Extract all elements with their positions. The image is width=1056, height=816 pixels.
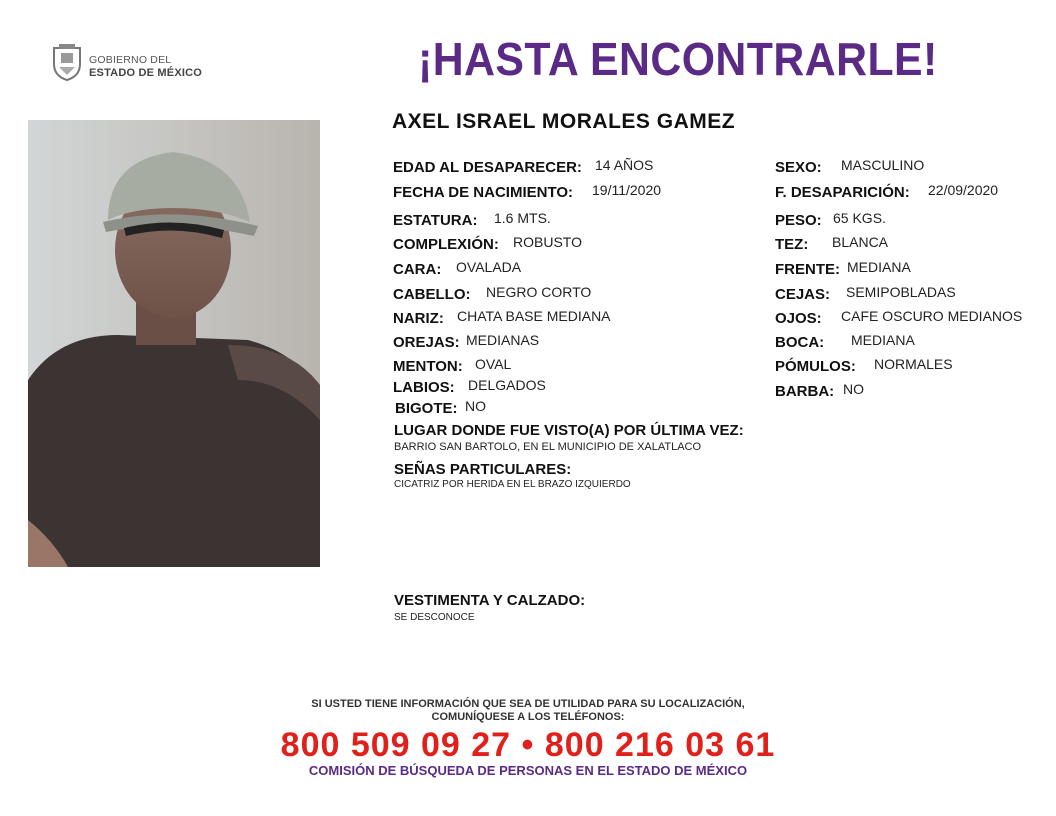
field-label: FECHA DE NACIMIENTO: [393, 184, 573, 201]
field-age [393, 157, 654, 176]
field-label: TEZ: [775, 236, 809, 253]
field-eyes [775, 308, 1023, 327]
field-value: 1.6 MTS. [494, 210, 551, 226]
field-value: CAFE OSCURO MEDIANOS [841, 308, 1023, 324]
field-birth-date [393, 182, 662, 201]
field-value: NO [843, 381, 864, 397]
field-value: MEDIANA [851, 332, 915, 348]
field-label: F. DESAPARICIÓN: [775, 184, 910, 201]
field-nose [393, 308, 611, 327]
field-value: CHATA BASE MEDIANA [457, 308, 611, 324]
field-value: NO [465, 398, 486, 414]
government-name-line2: ESTADO DE MÉXICO [89, 67, 203, 79]
footer-info-line1: SI USTED TIENE INFORMACIÓN QUE SEA DE UTILIDAD PARA SU LOCALIZACIÓN, [311, 698, 745, 710]
field-weight [775, 210, 886, 229]
field-mouth [775, 332, 915, 351]
last-seen-title: LUGAR DONDE FUE VISTO(A) POR ÚLTIMA VEZ: [394, 422, 744, 439]
field-lips [393, 377, 546, 396]
field-complexion [775, 234, 889, 253]
field-label: PÓMULOS: [775, 358, 856, 375]
marks-title: SEÑAS PARTICULARES: [394, 461, 572, 478]
field-value: 14 AÑOS [595, 157, 654, 173]
field-beard [775, 381, 864, 400]
clothing-text: SE DESCONOCE [394, 612, 475, 623]
government-name-line1: GOBIERNO DEL [89, 54, 172, 66]
headline: ¡HASTA ENCONTRARLE! [418, 33, 938, 85]
estado-de-mexico-crest-icon [50, 42, 84, 82]
field-value: MEDIANAS [466, 332, 540, 348]
field-face [393, 259, 522, 278]
field-value: BLANCA [832, 234, 889, 250]
field-value: SEMIPOBLADAS [846, 284, 956, 300]
field-label: CARA: [393, 261, 442, 278]
person-name: AXEL ISRAEL MORALES GAMEZ [392, 110, 736, 133]
field-label: COMPLEXIÓN: [393, 236, 499, 253]
footer-info-line2: COMUNÍQUESE A LOS TELÉFONOS: [431, 711, 625, 723]
field-eyebrows [775, 284, 956, 303]
field-mustache [395, 398, 486, 417]
marks-text: CICATRIZ POR HERIDA EN EL BRAZO IZQUIERDO [394, 479, 631, 490]
last-seen-text: BARRIO SAN BARTOLO, EN EL MUNICIPIO DE XALATLACO [394, 441, 702, 453]
field-label: NARIZ: [393, 310, 444, 327]
field-label: LABIOS: [393, 379, 455, 396]
field-hair [393, 284, 592, 303]
field-label: BIGOTE: [395, 400, 458, 417]
field-label: PESO: [775, 212, 822, 229]
field-height [393, 210, 551, 229]
field-sex [775, 157, 925, 176]
field-disappearance-date [775, 182, 999, 201]
field-value: DELGADOS [468, 377, 546, 393]
government-logo [50, 42, 210, 84]
field-label: ESTATURA: [393, 212, 478, 229]
commission-name: COMISIÓN DE BÚSQUEDA DE PERSONAS EN EL ESTADO DE MÉXICO [308, 763, 748, 778]
field-value: 22/09/2020 [928, 182, 999, 198]
field-label: SEXO: [775, 159, 822, 176]
field-ears [393, 332, 540, 351]
clothing-title: VESTIMENTA Y CALZADO: [394, 592, 586, 609]
field-value: MEDIANA [847, 259, 911, 275]
field-value: NEGRO CORTO [486, 284, 592, 300]
field-label: OREJAS: [393, 334, 460, 351]
field-cheekbones [775, 356, 953, 375]
field-value: OVALADA [456, 259, 522, 275]
field-value: MASCULINO [841, 157, 925, 173]
field-label: MENTON: [393, 358, 463, 375]
field-label: CABELLO: [393, 286, 471, 303]
field-label: FRENTE: [775, 261, 840, 278]
field-value: 65 KGS. [833, 210, 886, 226]
field-label: CEJAS: [775, 286, 831, 303]
field-value: OVAL [475, 356, 512, 372]
field-label: BARBA: [775, 383, 835, 400]
field-label: OJOS: [775, 310, 822, 327]
phone-numbers: 800 509 09 27 • 800 216 03 61 [280, 726, 776, 764]
field-value: ROBUSTO [513, 234, 582, 250]
field-label: EDAD AL DESAPARECER: [393, 159, 582, 176]
missing-person-photo [28, 120, 320, 567]
field-chin [393, 356, 512, 375]
field-build [393, 234, 582, 253]
field-value: NORMALES [874, 356, 953, 372]
field-forehead [775, 259, 911, 278]
field-label: BOCA: [775, 334, 825, 351]
field-value: 19/11/2020 [592, 182, 662, 198]
